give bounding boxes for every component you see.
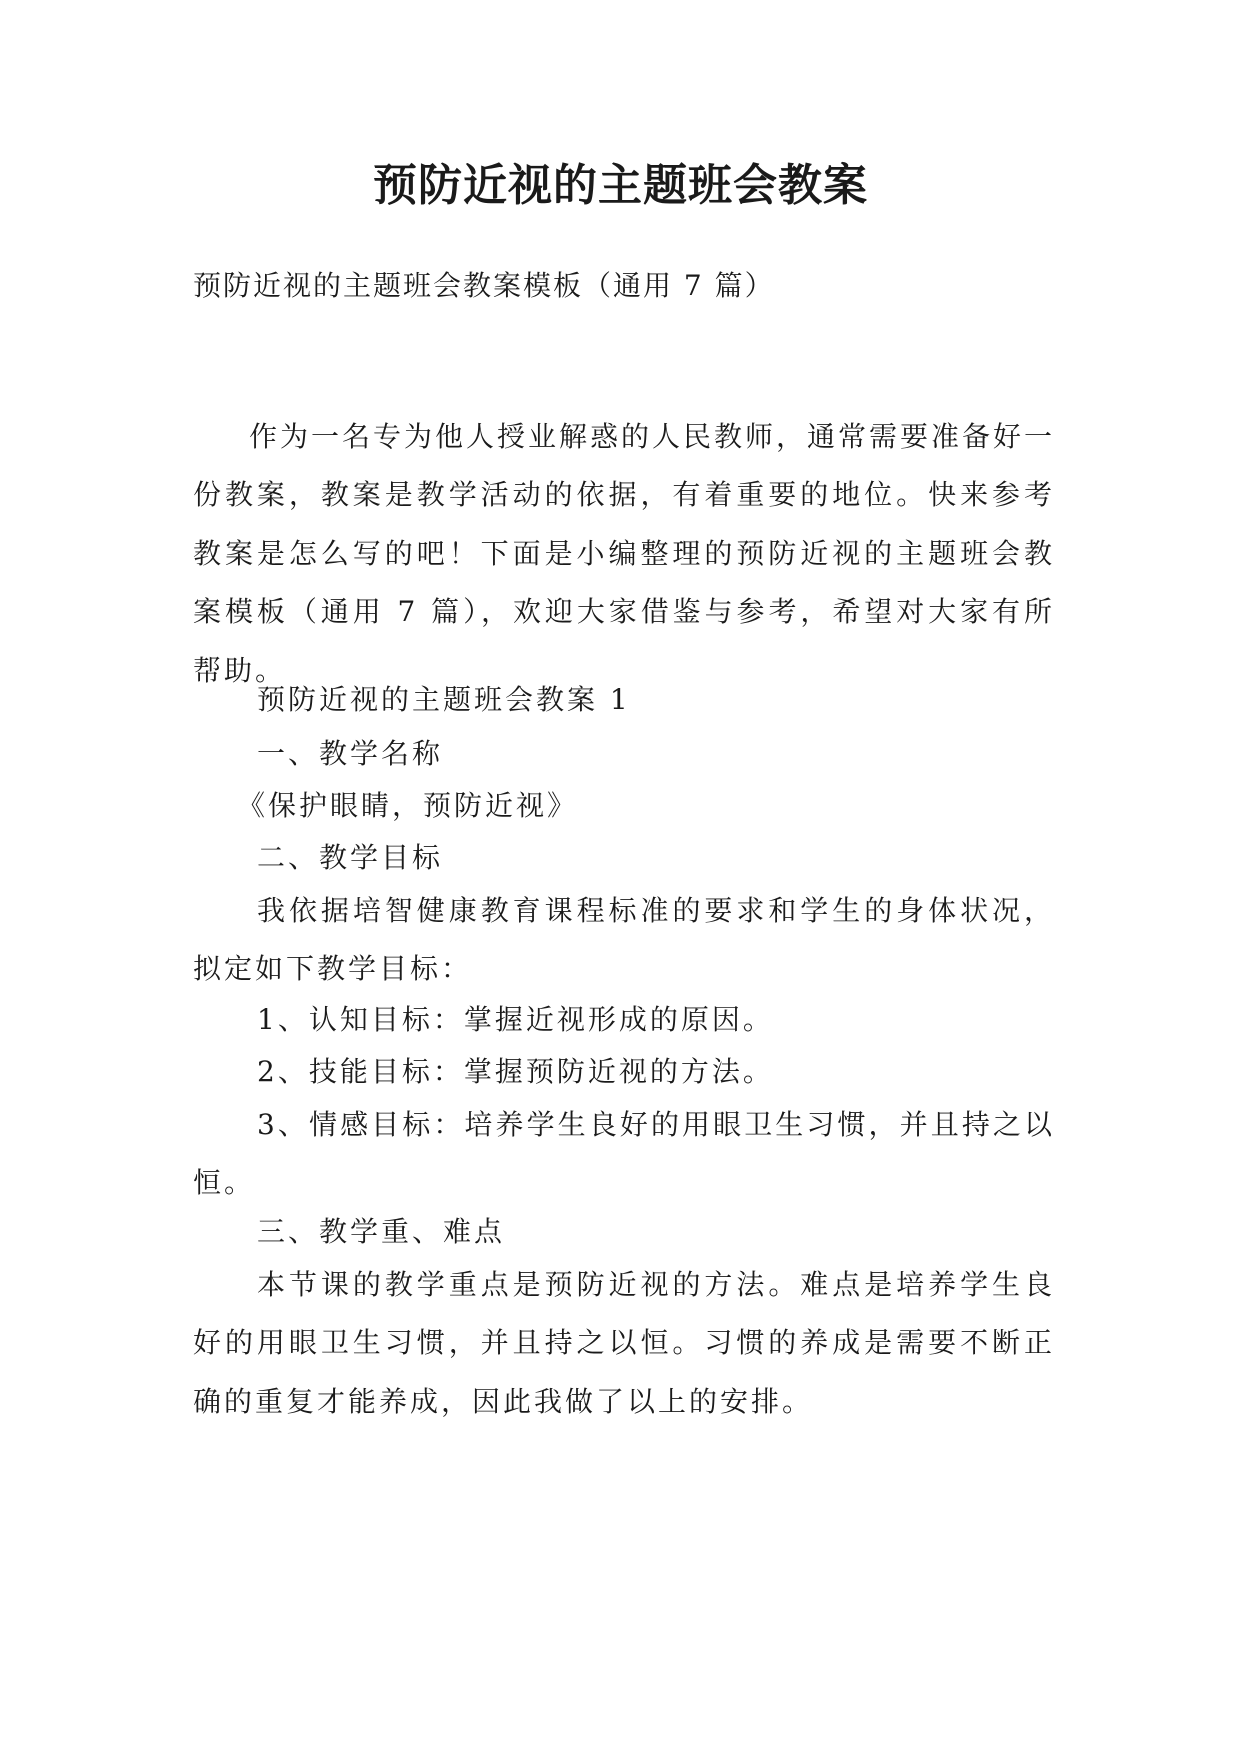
goal-item-skill: 2、技能目标：掌握预防近视的方法。 <box>257 1055 774 1088</box>
part-heading-teaching-name: 一、教学名称 <box>257 737 444 770</box>
goal-item-emotional: 3、情感目标：培养学生良好的用眼卫生习惯，并且持之以恒。 <box>193 1108 1055 1200</box>
document-subtitle: 预防近视的主题班会教案模板（通用 7 篇） <box>193 269 775 302</box>
intro-paragraph: 作为一名专为他人授业解惑的人民教师，通常需要准备好一份教案，教案是教学活动的依据，有着重要的地位。快来参考教案是怎么写的吧！下面是小编整理的预防近视的主题班会教案模板（通用 7 篇），欢迎大家借鉴与参考，希望对大家有所帮助。 <box>193 420 1056 687</box>
part-heading-key-points: 三、教学重、难点 <box>257 1215 506 1248</box>
lesson-name: 《保护眼睛，预防近视》 <box>237 789 579 822</box>
document-title: 预防近视的主题班会教案 <box>373 160 868 211</box>
section-heading: 预防近视的主题班会教案 1 <box>257 683 631 716</box>
goals-intro-paragraph: 我依据培智健康教育课程标准的要求和学生的身体状况，拟定如下教学目标： <box>193 894 1055 986</box>
part-heading-teaching-goals: 二、教学目标 <box>257 841 444 874</box>
goal-item-cognitive: 1、认知目标：掌握近视形成的原因。 <box>257 1003 774 1036</box>
key-points-paragraph: 本节课的教学重点是预防近视的方法。难点是培养学生良好的用眼卫生习惯，并且持之以恒。习惯的养成是需要不断正确的重复才能养成，因此我做了以上的安排。 <box>193 1268 1055 1418</box>
